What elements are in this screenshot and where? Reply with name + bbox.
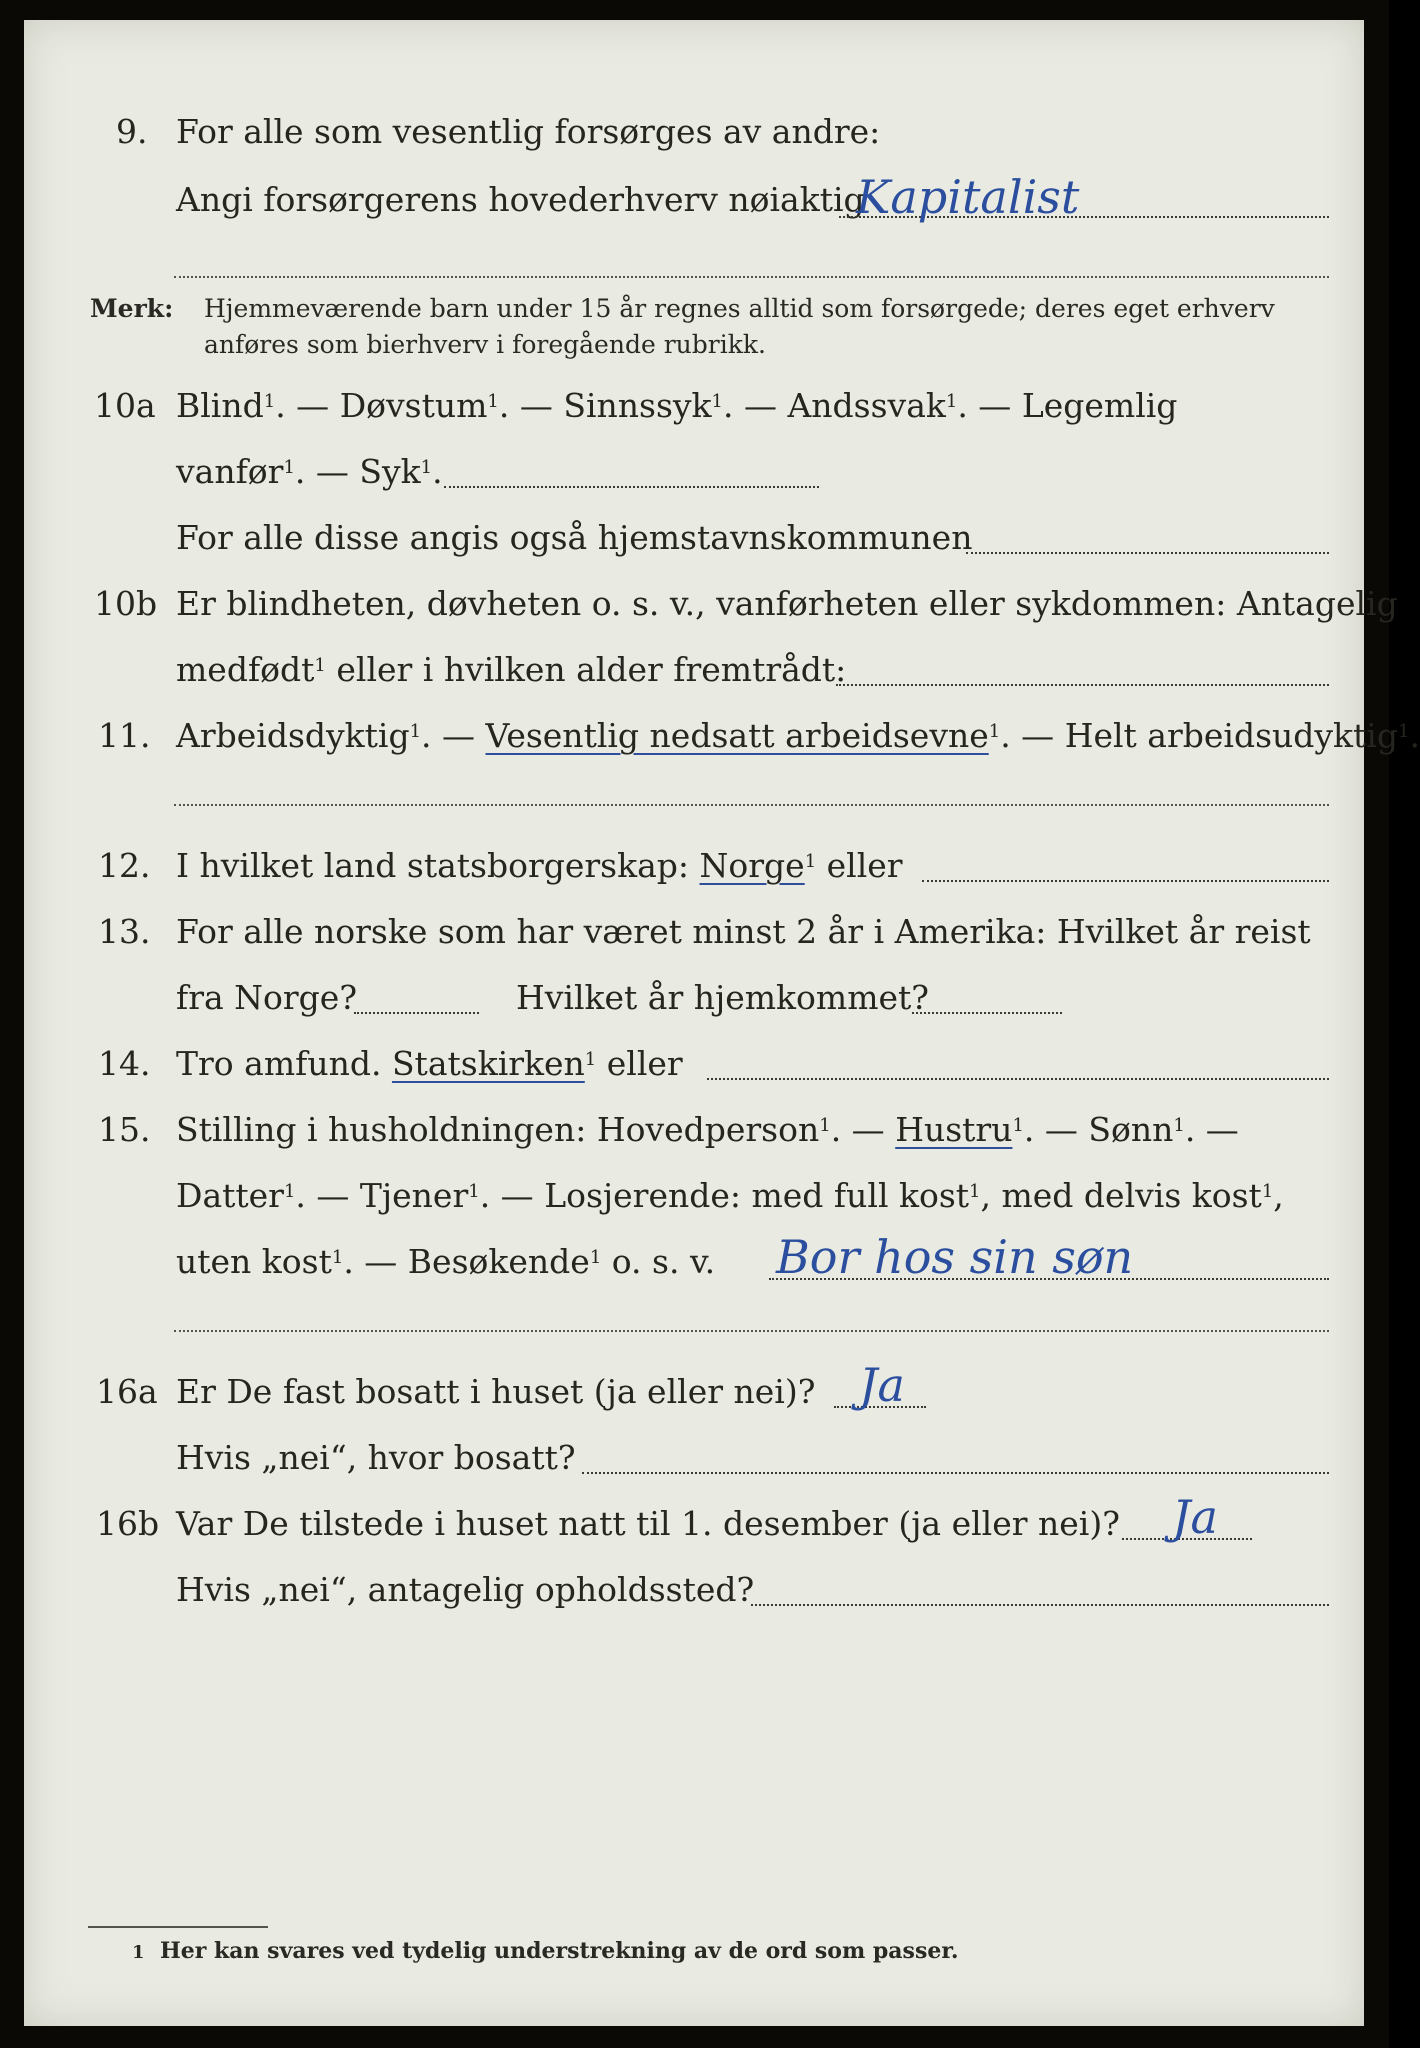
q10a-number: 10a xyxy=(94,386,156,425)
q12-eller: eller xyxy=(826,846,903,885)
sup: 1 xyxy=(1173,1115,1185,1136)
option-sinnssyk: Sinnssyk xyxy=(563,386,712,425)
q13-line1: For alle norske som har været minst 2 år i Amerika: Hvilket år reist xyxy=(176,912,1311,951)
option-hustru: Hustru xyxy=(895,1110,1013,1149)
sup: 1 xyxy=(409,721,422,742)
sup: 1 xyxy=(969,1181,981,1202)
q15-osv: o. s. v. xyxy=(611,1242,716,1281)
q14-line1 xyxy=(176,1044,683,1084)
q12-line1 xyxy=(176,846,903,886)
q13-number: 13. xyxy=(98,912,151,951)
option-statskirken: Statskirken xyxy=(391,1044,585,1083)
sup: 1 xyxy=(331,1247,344,1268)
q10a-line3: For alle disse angis også hjemstavnskommunen xyxy=(176,518,973,557)
q16b-number: 16b xyxy=(96,1504,160,1543)
q9-extra-line xyxy=(174,276,1329,278)
q10b-line2-rest: eller i hvilken alder fremtrådt: xyxy=(336,650,847,689)
sup: 1 xyxy=(988,721,1001,742)
q11-extra-line xyxy=(174,804,1329,806)
q16a-line1: Er De fast bosatt i huset (ja eller nei)? xyxy=(176,1372,816,1411)
sup: 1 xyxy=(314,655,326,676)
q10b-line1: Er blindheten, døvheten o. s. v., vanførheten eller sykdommen: Antagelig xyxy=(176,584,1398,623)
sup: 1 xyxy=(804,851,817,872)
option-norge: Norge xyxy=(699,846,805,885)
sup: 1 xyxy=(1261,1181,1274,1202)
footnote-text: Her kan svares ved tydelig understrekning av de ord som passer. xyxy=(160,1938,959,1964)
option-andssvak: Andssvak xyxy=(787,386,946,425)
sup: 1 xyxy=(711,391,723,412)
sup: 1 xyxy=(283,1181,296,1202)
q16b-line1: Var De tilstede i huset natt til 1. desember (ja eller nei)? xyxy=(176,1504,1120,1543)
q10b-number: 10b xyxy=(94,584,158,623)
sup: 1 xyxy=(283,457,295,478)
option-syk: Syk xyxy=(359,452,421,491)
q13-fra-line xyxy=(354,1012,479,1014)
sup: 1 xyxy=(945,391,958,412)
q16a-number: 16a xyxy=(96,1372,158,1411)
option-arbeidsdyktig: Arbeidsdyktig xyxy=(176,716,410,755)
sup: 1 xyxy=(584,1049,597,1070)
q10a-syk-line xyxy=(444,486,819,488)
merk-line1: Hjemmeværende barn under 15 år regnes alltid som forsørgede; deres eget erhverv xyxy=(204,294,1275,323)
option-delvis-kost: med delvis kost xyxy=(1001,1176,1262,1215)
q13-hjemkommet: Hvilket år hjemkommet? xyxy=(516,978,929,1017)
q10b-answer-line xyxy=(836,684,1329,686)
q11-line1: Arbeidsdyktig$^1$. — Vesentlig nedsatt arbeidsevne$^1$. — Helt arbeidsudyktig$^1$. xyxy=(176,716,1420,755)
sup: 1 xyxy=(819,1115,831,1136)
q12-answer-line xyxy=(922,880,1329,882)
sup: 1 xyxy=(263,391,276,412)
option-besokende: Besøkende xyxy=(407,1242,590,1281)
q15-extra-line xyxy=(174,1330,1329,1332)
q10a-line1: Blind$^1$. — Døvstum$^1$. — Sinnssyk$^1$. — Andssvak$^1$. — Legemlig xyxy=(176,386,1178,425)
q15-line1-text: Stilling i husholdningen: Hovedperson xyxy=(176,1110,820,1149)
option-vesentlig-nedsatt: Vesentlig nedsatt arbeidsevne xyxy=(485,716,989,755)
q10a-line2: vanfør$^1$. — Syk$^1$. xyxy=(176,452,443,491)
sup: 1 xyxy=(487,391,499,412)
q9-handwritten-answer: Kapitalist xyxy=(856,170,1080,224)
q10b-line2 xyxy=(176,650,846,690)
q14-eller: eller xyxy=(606,1044,683,1083)
option-helt-arbeidsudyktig: Helt arbeidsudyktig xyxy=(1064,716,1398,755)
option-vanfor: vanfør xyxy=(176,452,284,491)
q12-number: 12. xyxy=(98,846,151,885)
sup: 1 xyxy=(468,1181,480,1202)
sup: 1 xyxy=(1397,721,1410,742)
q9-line2: Angi forsørgerens hovederhverv nøiaktig xyxy=(176,180,865,219)
option-medfodt: medfødt xyxy=(176,650,315,689)
q14-number: 14. xyxy=(98,1044,151,1083)
q13-hjem-line xyxy=(912,1012,1062,1014)
q15-line1: Stilling i husholdningen: Hovedperson$^1$. — Hustru$^1$. — Sønn$^1$. — xyxy=(176,1110,1239,1149)
q16b-opholdssted-line xyxy=(751,1604,1329,1606)
q16a-line2: Hvis „nei“, hvor bosatt? xyxy=(176,1438,576,1477)
merk-line2: anføres som bierhverv i foregående rubrikk. xyxy=(204,330,766,359)
option-blind: Blind xyxy=(176,386,264,425)
option-uten-kost: uten kost xyxy=(176,1242,332,1281)
option-datter: Datter xyxy=(176,1176,284,1215)
sup: 1 xyxy=(1012,1115,1024,1136)
q16b-line2: Hvis „nei“, antagelig opholdssted? xyxy=(176,1570,755,1609)
q16a-handwritten-answer: Ja xyxy=(859,1358,905,1412)
footnote-rule xyxy=(88,1926,268,1928)
merk-label: Merk: xyxy=(90,294,174,323)
q16b-handwritten-answer: Ja xyxy=(1172,1490,1218,1544)
footnote-mark: 1 xyxy=(132,1942,145,1963)
q15-number: 15. xyxy=(98,1110,151,1149)
census-form-sheet xyxy=(24,20,1420,2026)
q14-answer-line xyxy=(707,1078,1329,1080)
q15-handwritten-answer: Bor hos sin søn xyxy=(776,1230,1134,1284)
option-legemlig: Legemlig xyxy=(1021,386,1178,425)
q10a-kommune-line xyxy=(966,552,1329,554)
option-dovstum: Døvstum xyxy=(339,386,488,425)
q14-text: Tro amfund. xyxy=(176,1044,382,1083)
q12-text: I hvilket land statsborgerskap: xyxy=(176,846,690,885)
q15-line2: Datter$^1$. — Tjener$^1$. — Losjerende: med full kost$^1$, med delvis kost$^1$, xyxy=(176,1176,1284,1215)
q15-line3: uten kost$^1$. — Besøkende$^1$ o. s. v. xyxy=(176,1242,716,1281)
option-tjener: Tjener xyxy=(359,1176,469,1215)
option-sonn: Sønn xyxy=(1088,1110,1174,1149)
q9-line1: For alle som vesentlig forsørges av andre: xyxy=(176,112,881,151)
option-losjerende: Losjerende: med full kost xyxy=(544,1176,970,1215)
sup: 1 xyxy=(589,1247,602,1268)
q11-number: 11. xyxy=(98,716,151,755)
q13-fra-norge: fra Norge? xyxy=(176,978,358,1017)
q9-number: 9. xyxy=(116,112,148,151)
sup: 1 xyxy=(420,457,433,478)
q16a-bosatt-line xyxy=(582,1472,1329,1474)
